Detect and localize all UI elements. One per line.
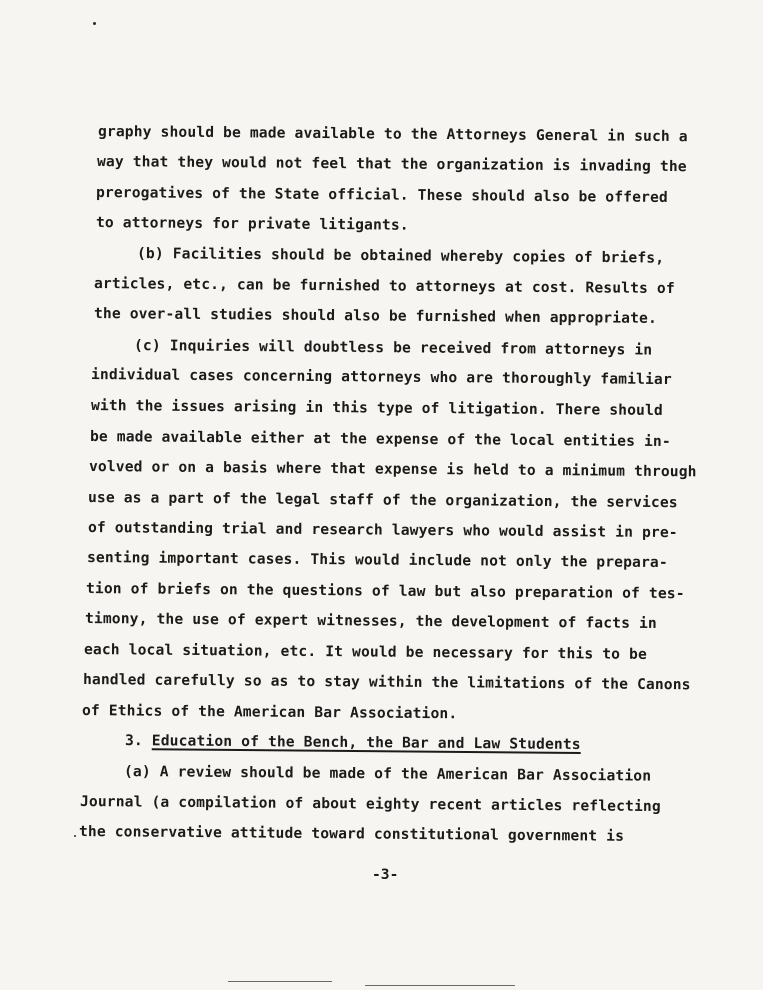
- bottom-edge-rule: [228, 981, 332, 982]
- body-line-5: (b) Facilities should be obtained whereby copies of briefs,: [136, 245, 665, 267]
- body-line-13: use as a part of the legal staff of the organization, the services: [87, 489, 678, 512]
- body-line-15: senting important cases. This would include not only the prepara-: [86, 549, 668, 572]
- section-number: 3.: [124, 732, 143, 750]
- body-line-17: timony, the use of expert witnesses, the development of facts in: [84, 610, 657, 632]
- closing-line-3: the conservative attitude toward constitutional government is: [78, 823, 625, 845]
- body-line-9: individual cases concerning attorneys who are thoroughly familiar: [90, 366, 672, 389]
- body-line-6: articles, etc., can be furnished to attorneys at cost. Results of: [93, 275, 675, 298]
- body-line-1: graphy should be made available to the Attorneys General in such a: [97, 123, 688, 146]
- section-heading-row: [125, 732, 581, 753]
- body-line-3: prerogatives of the State official. These should also be offered: [95, 184, 668, 206]
- body-line-4: to attorneys for private litigants.: [95, 214, 409, 234]
- closing-line-2: Journal (a compilation of about eighty recent articles reflecting: [79, 793, 661, 816]
- page-number: -3-: [372, 866, 399, 883]
- body-line-14: of outstanding trial and research lawyers who would assist in pre-: [87, 519, 678, 542]
- body-line-7: the over-all studies should also be furnished when appropriate.: [93, 305, 658, 327]
- body-line-2: way that they would not feel that the organization is invading the: [96, 153, 687, 176]
- bottom-edge-rule: [365, 985, 515, 986]
- closing-line-1: (a) A review should be made of the American Bar Association: [123, 763, 652, 785]
- body-line-8: (c) Inquiries will doubtless be received from attorneys in: [133, 337, 653, 359]
- section-heading: Education of the Bench, the Bar and Law Students: [151, 732, 581, 753]
- body-line-12: volved or on a basis where that expense is held to a minimum through: [88, 458, 697, 481]
- body-line-11: be made available either at the expense of the local entities in-: [89, 428, 671, 451]
- body-line-19: handled carefully so as to stay within the limitations of the Canons: [82, 671, 691, 694]
- body-line-10: with the issues arising in this type of litigation. There should: [90, 397, 663, 419]
- body-line-16: tion of briefs on the questions of law but also preparation of tes-: [85, 580, 685, 603]
- body-line-18: each local situation, etc. It would be necessary for this to be: [83, 641, 648, 663]
- speck-mark: [93, 22, 96, 25]
- body-line-20: of Ethics of the American Bar Association.: [81, 702, 458, 723]
- speck-mark: [74, 835, 76, 837]
